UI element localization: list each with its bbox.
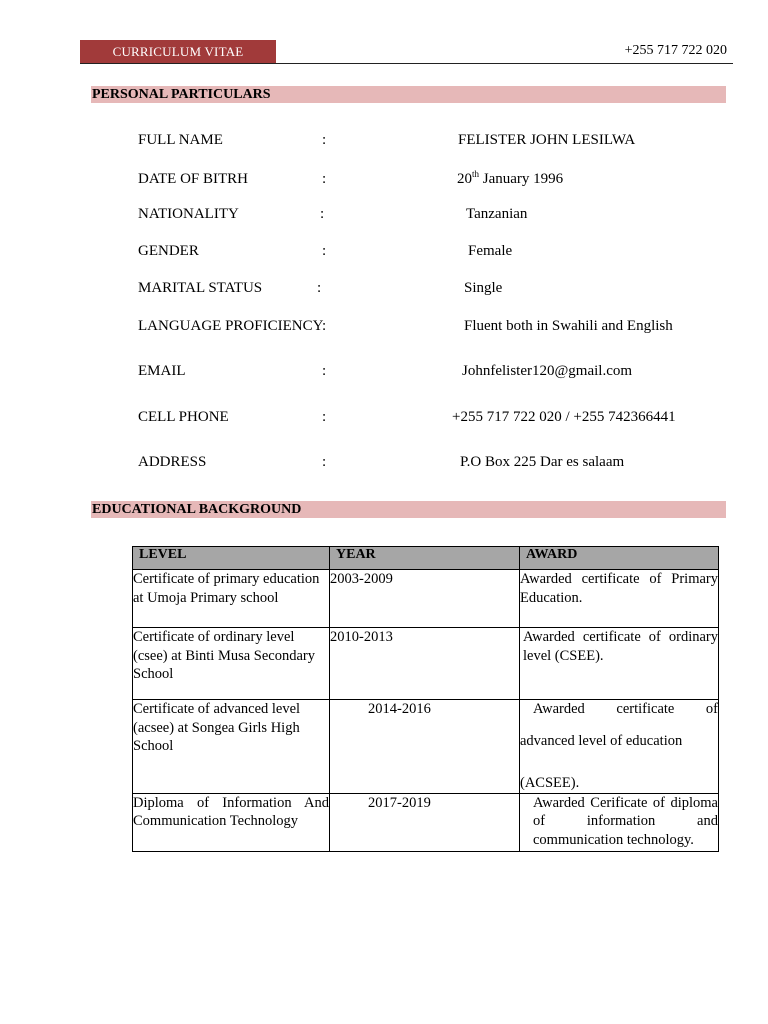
cv-title-banner: CURRICULUM VITAE [80,40,276,63]
cell-level: Certificate of ordinary level (csee) at Binti Musa Secondary School [133,628,330,700]
label-cell-phone: CELL PHONE [138,409,229,425]
table-row [133,700,719,794]
cell-award: Awarded certificate of Primary Education. [520,570,719,628]
value-full-name: FELISTER JOHN LESILWA [458,132,636,148]
colon-gender: : [322,243,327,259]
colon-email: : [322,363,327,379]
dob-rest: January 1996 [479,171,564,187]
cell-year: 2014-2016 [330,700,520,794]
award-line: (ACSEE). [520,775,580,791]
value-language-proficiency: Fluent both in Swahili and English [464,318,673,334]
cell-award: Awarded certificate of ordinary level (CSEE). [520,628,719,700]
education-table [132,546,719,852]
cell-year: 2003-2009 [330,570,520,628]
label-date-of-birth: DATE OF BITRH [138,171,249,187]
value-date-of-birth [457,170,563,188]
header-level-text: LEVEL [139,547,187,562]
table-header-year [330,547,520,570]
table-row [133,793,719,851]
header-year-text: YEAR [336,547,376,562]
label-nationality: NATIONALITY [138,206,239,222]
cell-year: 2017-2019 [330,793,520,851]
label-address: ADDRESS [138,454,207,470]
value-cell-phone: +255 717 722 020 / +255 742366441 [452,409,676,425]
table-row [133,628,719,700]
value-email: Johnfelister120@gmail.com [462,363,633,379]
value-address: P.O Box 225 Dar es salaam [460,454,625,470]
cell-year: 2010-2013 [330,628,520,700]
label-gender: GENDER [138,243,199,259]
header-award-text: AWARD [526,547,578,562]
table-header-award [520,547,719,570]
label-marital-status: MARITAL STATUS [138,280,263,296]
table-header-row [133,547,719,570]
colon-cell-phone: : [322,409,327,425]
value-nationality: Tanzanian [466,206,528,222]
colon-address: : [322,454,327,470]
colon-nationality: : [320,206,325,222]
label-email: EMAIL [138,363,186,379]
award-line: Awarded certificate of [533,701,718,717]
cell-award [520,700,719,794]
colon-marital-status: : [317,280,322,296]
header-phone: +255 717 722 020 [624,43,727,58]
dob-day: 20 [457,171,472,187]
header-divider [80,63,733,64]
colon-date-of-birth: : [322,171,327,187]
value-marital-status: Single [464,280,503,296]
table-row [133,570,719,628]
section-heading-personal: PERSONAL PARTICULARS [91,86,726,103]
cell-award: Awarded Cerificate of diploma of information and communication technology. [520,793,719,851]
cell-level: Certificate of primary education at Umoja Primary school [133,570,330,628]
award-line: advanced level of education [520,732,683,749]
value-gender: Female [468,243,513,259]
label-language-proficiency: LANGUAGE PROFICIENCY: [138,318,327,334]
cell-level: Certificate of advanced level (acsee) at Songea Girls High School [133,700,330,794]
section-heading-education: EDUCATIONAL BACKGROUND [91,501,726,518]
table-header-level [133,547,330,570]
cell-level: Diploma of Information And Communication Technology [133,793,330,851]
label-full-name: FULL NAME [138,132,223,148]
dob-suffix: th [472,169,480,179]
colon-full-name: : [322,132,327,148]
